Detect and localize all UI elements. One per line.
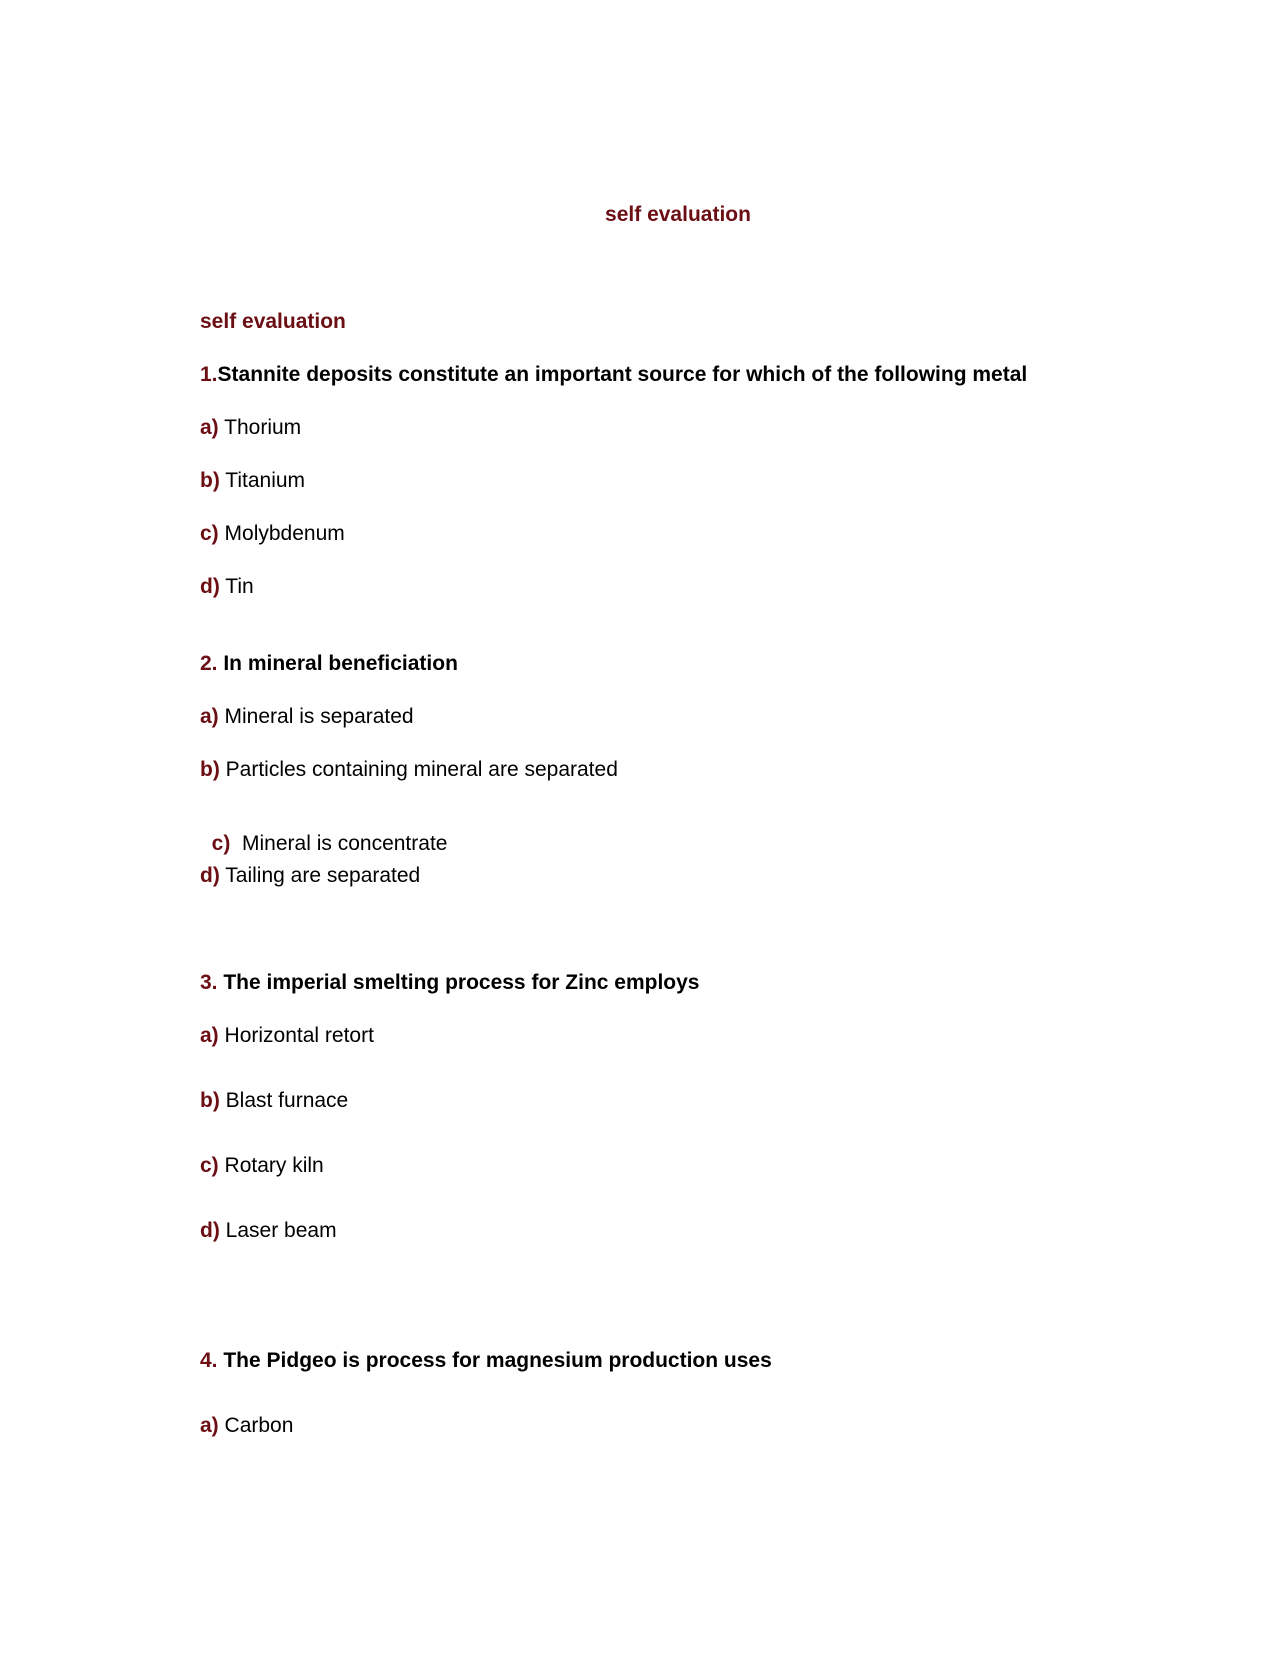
question-2-option-c bbox=[200, 812, 447, 854]
question-2-option-d bbox=[200, 865, 420, 886]
question-2-option-b bbox=[200, 759, 618, 780]
question-number: 4. bbox=[200, 1349, 218, 1372]
option-letter: a) bbox=[200, 1024, 219, 1047]
question-1-option-d bbox=[200, 576, 254, 597]
option-text: Horizontal retort bbox=[218, 1024, 374, 1047]
option-letter: c) bbox=[200, 522, 219, 545]
option-letter: c) bbox=[211, 832, 231, 855]
question-3 bbox=[200, 972, 699, 993]
question-4 bbox=[200, 1350, 772, 1371]
option-letter: d) bbox=[200, 864, 220, 887]
option-letter: a) bbox=[200, 416, 219, 439]
option-letter: a) bbox=[200, 705, 219, 728]
question-text: The imperial smelting process for Zinc employs bbox=[217, 971, 700, 994]
option-letter: b) bbox=[200, 1089, 220, 1112]
question-1-option-b bbox=[200, 470, 305, 491]
question-3-option-b bbox=[200, 1090, 348, 1111]
section-title: self evaluation bbox=[200, 310, 346, 333]
option-letter: a) bbox=[200, 1414, 219, 1437]
question-2 bbox=[200, 653, 458, 674]
option-letter: b) bbox=[200, 469, 220, 492]
option-text: Laser beam bbox=[219, 1219, 337, 1242]
option-letter: c) bbox=[200, 1154, 219, 1177]
option-text: Tin bbox=[219, 575, 254, 598]
question-text: In mineral beneficiation bbox=[217, 652, 458, 675]
option-letter: b) bbox=[200, 758, 220, 781]
option-text: Particles containing mineral are separated bbox=[219, 758, 618, 781]
option-text: Mineral is concentrate bbox=[230, 832, 448, 855]
question-number: 2. bbox=[200, 652, 218, 675]
question-text: The Pidgeo is process for magnesium production uses bbox=[217, 1349, 772, 1372]
question-number: 1. bbox=[200, 363, 218, 386]
question-4-option-a bbox=[200, 1415, 293, 1436]
question-3-option-d bbox=[200, 1220, 337, 1241]
question-number: 3. bbox=[200, 971, 218, 994]
option-text: Mineral is separated bbox=[218, 705, 414, 728]
option-letter: d) bbox=[200, 1219, 220, 1242]
page-title: self evaluation bbox=[605, 203, 751, 226]
question-3-option-a bbox=[200, 1025, 374, 1046]
option-text: Molybdenum bbox=[218, 522, 345, 545]
question-1-option-c bbox=[200, 523, 345, 544]
option-text: Thorium bbox=[218, 416, 302, 439]
option-text: Titanium bbox=[219, 469, 306, 492]
option-text: Rotary kiln bbox=[218, 1154, 324, 1177]
option-text: Carbon bbox=[218, 1414, 294, 1437]
option-letter: d) bbox=[200, 575, 220, 598]
question-3-option-c bbox=[200, 1155, 324, 1176]
option-text: Blast furnace bbox=[219, 1089, 349, 1112]
question-1-option-a bbox=[200, 417, 301, 438]
option-text: Tailing are separated bbox=[219, 864, 421, 887]
question-1 bbox=[200, 364, 1027, 385]
question-text: Stannite deposits constitute an important source for which of the following metal bbox=[217, 363, 1028, 386]
question-2-option-a bbox=[200, 706, 414, 727]
